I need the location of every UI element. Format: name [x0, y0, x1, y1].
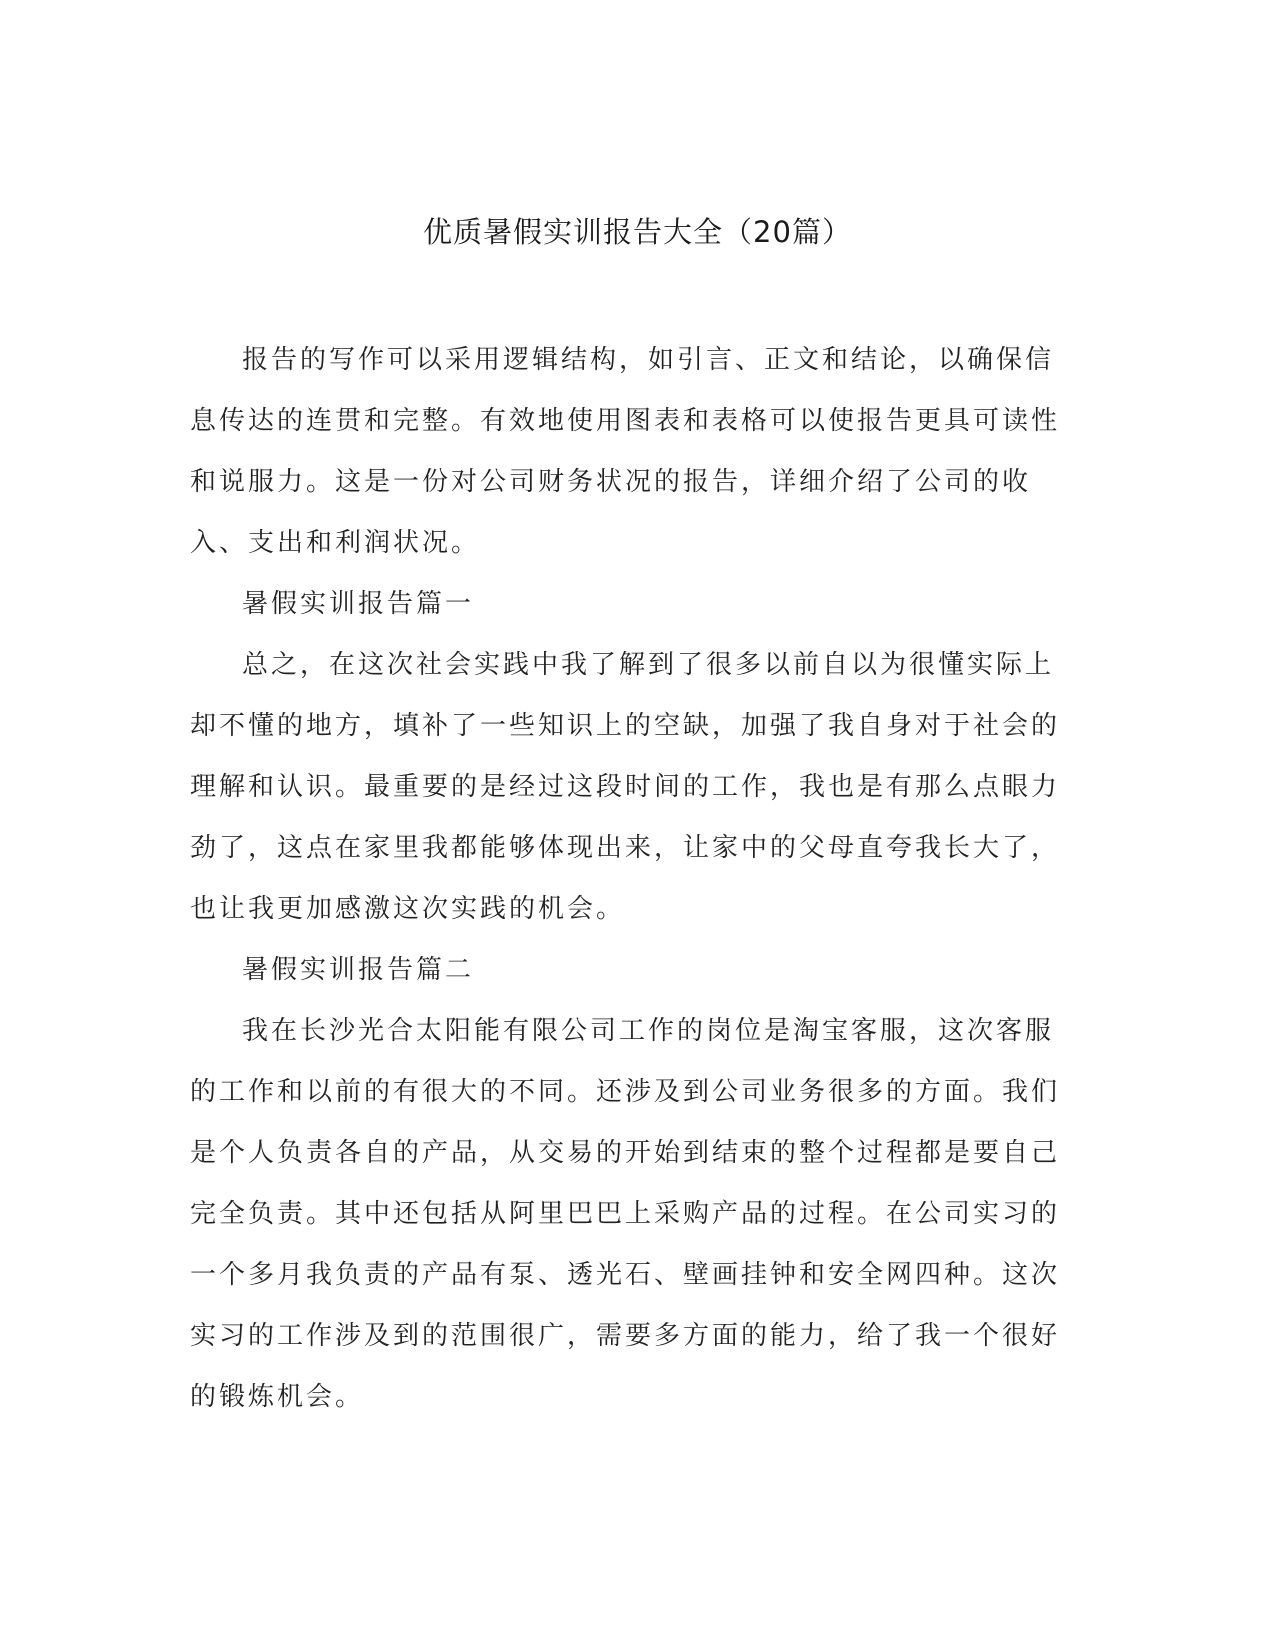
- paragraph-section-1: 总之，在这次社会实践中我了解到了很多以前自以为很懂实际上却不懂的地方，填补了一些知识上的空缺，加强了我自身对于社会的理解和认识。最重要的是经过这段时间的工作，我也是有那么点眼力劲了，这点在家里我都能够体现出来，让家中的父母直夸我长大了，也让我更加感激这次实践的机会。: [190, 650, 1061, 924]
- document-body: [190, 330, 1076, 1428]
- paragraph-intro: 报告的写作可以采用逻辑结构，如引言、正文和结论，以确保信息传达的连贯和完整。有效地使用图表和表格可以使报告更具可读性和说服力。这是一份对公司财务状况的报告，详细介绍了公司的收入、支出和利润状况。: [190, 345, 1061, 558]
- paragraph-section-2: 我在长沙光合太阳能有限公司工作的岗位是淘宝客服，这次客服的工作和以前的有很大的不同。还涉及到公司业务很多的方面。我们是个人负责各自的产品，从交易的开始到结束的整个过程都是要自己完全负责。其中还包括从阿里巴巴上采购产品的过程。在公司实习的一个多月我负责的产品有泵、透光石、壁画挂钟和安全网四种。这次实习的工作涉及到的范围很广，需要多方面的能力，给了我一个很好的锻炼机会。: [190, 1016, 1061, 1412]
- section-heading-1: 暑假实训报告篇一: [242, 589, 475, 619]
- document-title: 优质暑假实训报告大全（20篇）: [423, 215, 852, 249]
- section-heading-2: 暑假实训报告篇二: [242, 955, 475, 985]
